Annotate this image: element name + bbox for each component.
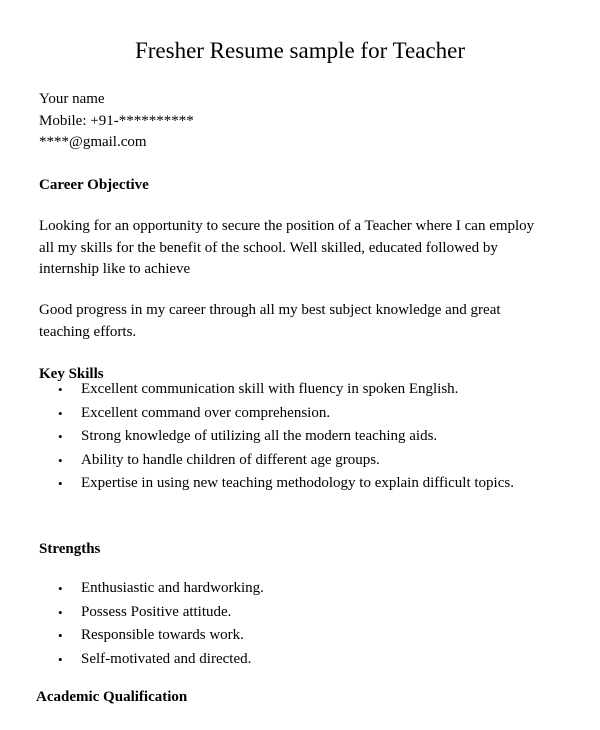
academic-qualification-heading: Academic Qualification: [36, 689, 188, 705]
contact-name: Your name: [39, 91, 105, 107]
bullet-icon: •: [58, 382, 63, 397]
list-item: [39, 648, 264, 672]
list-item-text: Excellent command over comprehension.: [81, 404, 331, 421]
career-objective-paragraph-1: [39, 216, 574, 281]
bullet-icon: •: [58, 628, 63, 643]
key-skills-heading: Key Skills: [39, 366, 104, 382]
paragraph-line: Looking for an opportunity to secure the position of a Teacher where I can employ: [39, 218, 535, 234]
list-item: [39, 601, 264, 625]
bullet-icon: •: [58, 452, 63, 468]
paragraph-line: Good progress in my career through all my best subject knowledge and great: [39, 302, 501, 318]
paragraph-line: teaching efforts.: [39, 323, 137, 340]
strengths-list: [39, 577, 264, 671]
key-skills-list: [39, 378, 514, 496]
list-item: [39, 425, 514, 449]
strengths-heading: Strengths: [39, 541, 101, 557]
list-item-text: Ability to handle children of different age groups.: [81, 451, 380, 468]
list-item: [39, 624, 264, 648]
list-item: [39, 577, 264, 601]
paragraph-line: internship like to achieve: [39, 261, 191, 277]
bullet-icon: •: [58, 604, 63, 620]
contact-mobile: Mobile: +91-**********: [39, 112, 194, 129]
list-item-text: Enthusiastic and hardworking.: [81, 580, 264, 596]
bullet-icon: •: [58, 429, 63, 444]
list-item: [39, 402, 514, 426]
bullet-icon: •: [58, 405, 63, 421]
list-item-text: Self-motivated and directed.: [81, 650, 252, 667]
list-item-text: Excellent communication skill with fluency in spoken English.: [81, 381, 459, 397]
list-item-text: Possess Positive attitude.: [81, 603, 232, 620]
contact-email: ****@gmail.com: [39, 134, 147, 150]
bullet-icon: •: [58, 651, 63, 667]
list-item: [39, 449, 514, 473]
career-objective-heading: Career Objective: [39, 177, 149, 193]
bullet-icon: •: [58, 581, 63, 596]
list-item-text: Strong knowledge of utilizing all the modern teaching aids.: [81, 428, 438, 444]
list-item-text: Expertise in using new teaching methodology to explain difficult topics.: [81, 475, 514, 491]
bullet-icon: •: [58, 476, 63, 491]
contact-block: [39, 89, 194, 154]
paragraph-line: all my skills for the benefit of the school. Well skilled, educated followed by: [39, 239, 498, 256]
document-title: Fresher Resume sample for Teacher: [134, 38, 466, 63]
career-objective-paragraph-2: [39, 300, 574, 343]
list-item: [39, 378, 514, 402]
list-item: [39, 472, 514, 496]
list-item-text: Responsible towards work.: [81, 627, 244, 643]
